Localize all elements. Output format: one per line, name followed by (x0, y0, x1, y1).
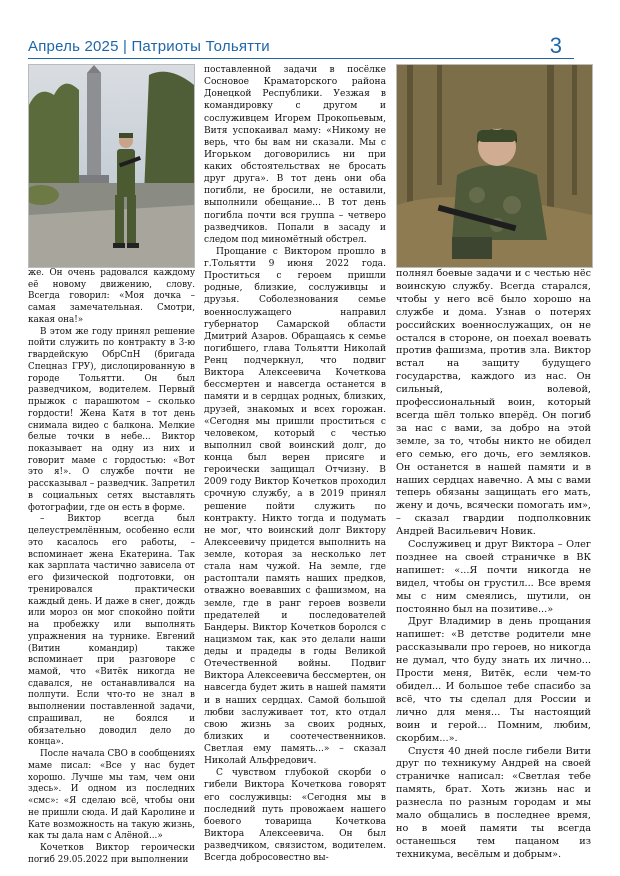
page-number: 3 (549, 33, 562, 58)
paragraph: После начала СВО в сообщениях маме писал: «Все у нас будет хорошо. Лучше мы там, чем они здесь». И одном из последних «смс»: «Я сделаю всё, чтобы они не пришли сюда. И дай Каролине и Кате возможность на такую жизнь, как ты дала нам с Алёной...» (28, 749, 195, 842)
column-3 (396, 268, 591, 862)
paragraph: Спустя 40 дней после гибели Вити друг по техникуму Андрей на своей страничке написал: «Светлая тебе память, брат. Хоть жизнь нас и разнесла по разным городам и мы мало общались в последнее время, но в моей памяти ты всегда останешься тем пацаном из техникума, весёлым и добрым». (396, 745, 591, 860)
paragraph: же. Он очень радовался каждому её новому движению, слову. Всегда говорил: «Моя дочка – самая замечательная. Смотри, какая она!» (28, 268, 195, 325)
paragraph: Прощание с Виктором прошло в г.Тольятти 9 июня 2022 года. Проститься с героем пришли родные, близкие, сослуживцы и друзья. Соболезнования семье военнослужащего направил губернатор Самарской области Дмитрий Азаров. Обращаясь к семье погибшего, глава Тольятти Николай Ренц подчеркнул, что подвиг Виктора Алексеевича Кочеткова бессмертен и навсегда останется в памяти и в сердцах родных, близких, друзей, знакомых и всех горожан. «Сегодня мы пришли проститься с человеком, который с честью выполнил свой воинский долг, до конца был верен присяге и героически защищал Отчизну. В 2009 году Виктор Кочетков проходил срочную службу, а в 2019 принял решение пойти служить по контракту. Никто тогда и подумать не мог, что воинский долг Виктору Алексеевичу придется выполнить на земле, которая за несколько лет стала нам чужой. На земле, где растоптали память наших предков, отважно воевавших с фашизмом, на земле, где в ранг героев возвели предателей и последователей Бандеры. Виктор Кочетков боролся с нацизмом так, как это делали наши деды и прадеды в годы Великой Отечественной войны. Подвиг Виктора Алексеевича бессмертен, он навсегда будет жить в нашей памяти и в наших сердцах. Самой большой любви заслуживает тот, кто отдал свою жизнь за своих родных, близких и соотечественников. Светлая ему память...» – сказал Николай Альфредович. (204, 246, 386, 767)
paragraph: Друг Владимир в день прощания напишет: «В детстве родители мне рассказывали про героев, но никогда не думал, что буду знать их лично... Прости меня, Витёк, если чем-то обидел... И большое тебе спасибо за всё, что ты сделал для России и лично для меня... Ты настоящий воин и герой... Помним, любим, скорбим...». (396, 616, 591, 744)
photo-soldier-park (28, 64, 195, 268)
paragraph: В этом же году принял решение пойти служить по контракту в 3-ю гвардейскую ОбрСпН (бригада Спецназ ГРУ), дислоцированную в городе Тольятти. Он был разведчиком, водителем. Первый прыжок с парашютом – сколько гордости! Жена Катя в тот день снимала видео с балкона. Мелкие белые точки в небе... Виктор показывает на одну из них и говорит маме с гордостью: «Вот это я!». О службе почти не рассказывал – разведчик. Запретил в социальных сетях выставлять фотографии, где он есть в форме. (28, 326, 195, 513)
photo-soldier-forest (396, 64, 593, 268)
paragraph: полнял боевые задачи и с честью нёс воинскую службу. Всегда старался, чтобы у него всё было хорошо на службе и дома. Узнав о потерях российских военнослужащих, он не остался в стороне, он поехал воевать против фашизма, против зла. Виктор встал на защиту будущего государства, каждого из нас. Он сильный, волевой, профессиональный воин, который всегда шёл только вперёд. Он погиб за нас с вами, за добро на этой земле, за то, чтобы никто не обидел его семью, его дочь, его земляков. Он останется в нашей памяти и в наших сердцах навечно. А мы с вами теперь обязаны защищать его мать, жену и дочь, всячески помогать им», – сказал гвардии подполковник Андрей Васильевич Новик. (396, 268, 591, 538)
paragraph: Сослуживец и друг Виктора – Олег позднее на своей страничке в ВК напишет: «...Я почти никогда не видел, чтобы он грустил... Все время мы с ним смеялись, шутили, он постоянно был на позитиве...» (396, 539, 591, 615)
paragraph: С чувством глубокой скорби о гибели Виктора Кочеткова говорят его сослуживцы: «Сегодня мы в последний путь провожаем нашего боевого товарища Кочеткова Виктора Алексеевича. Он был разведчиком, связистом, водителем. Всегда добросовестно вы- (204, 768, 386, 864)
paragraph: Кочетков Виктор героически погиб 29.05.2022 при выполнении (28, 842, 195, 865)
column-2 (204, 64, 386, 864)
column-1 (28, 268, 195, 866)
issue-header: Апрель 2025 | Патриоты Тольятти (28, 38, 270, 55)
paragraph: – Виктор всегда был целеустремлённым, особенно если это касалось его работы, – вспоминает жена Екатерина. Так как зарплата частично зависела от его физической подготовки, он тренировался практически каждый день. И даже в снег, дождь или мороз он мог спокойно пойти на пробежку или выполнять упражнения на турнике. Евгений (Витин командир) также вспоминает при разговоре с мамой, что «Витёк никогда не сдавался, не останавливался на полпути. Если что-то не знал в выполнении поставленной задачи, спрашивал, не боялся и обязательно доводил дело до конца». (28, 514, 195, 748)
paragraph: поставленной задачи в посёлке Сосновое Краматорского района Донецкой Республики. Уезжая в командировку с другом и сослуживцем Игорем Прокопьевым, Витя успокаивал маму: «Никому не верь, что бы вам ни сказали. Мы с Игорьком договорились ни при каких обстоятельствах не бросать друг друга». В тот день они оба погибли, не бросили, не оставили, выполнили обещание... В тот день погибла почти вся группа – четверо разведчиков. Попали в засаду и следом под миномётный обстрел. (204, 65, 386, 245)
header-rule (28, 58, 574, 59)
